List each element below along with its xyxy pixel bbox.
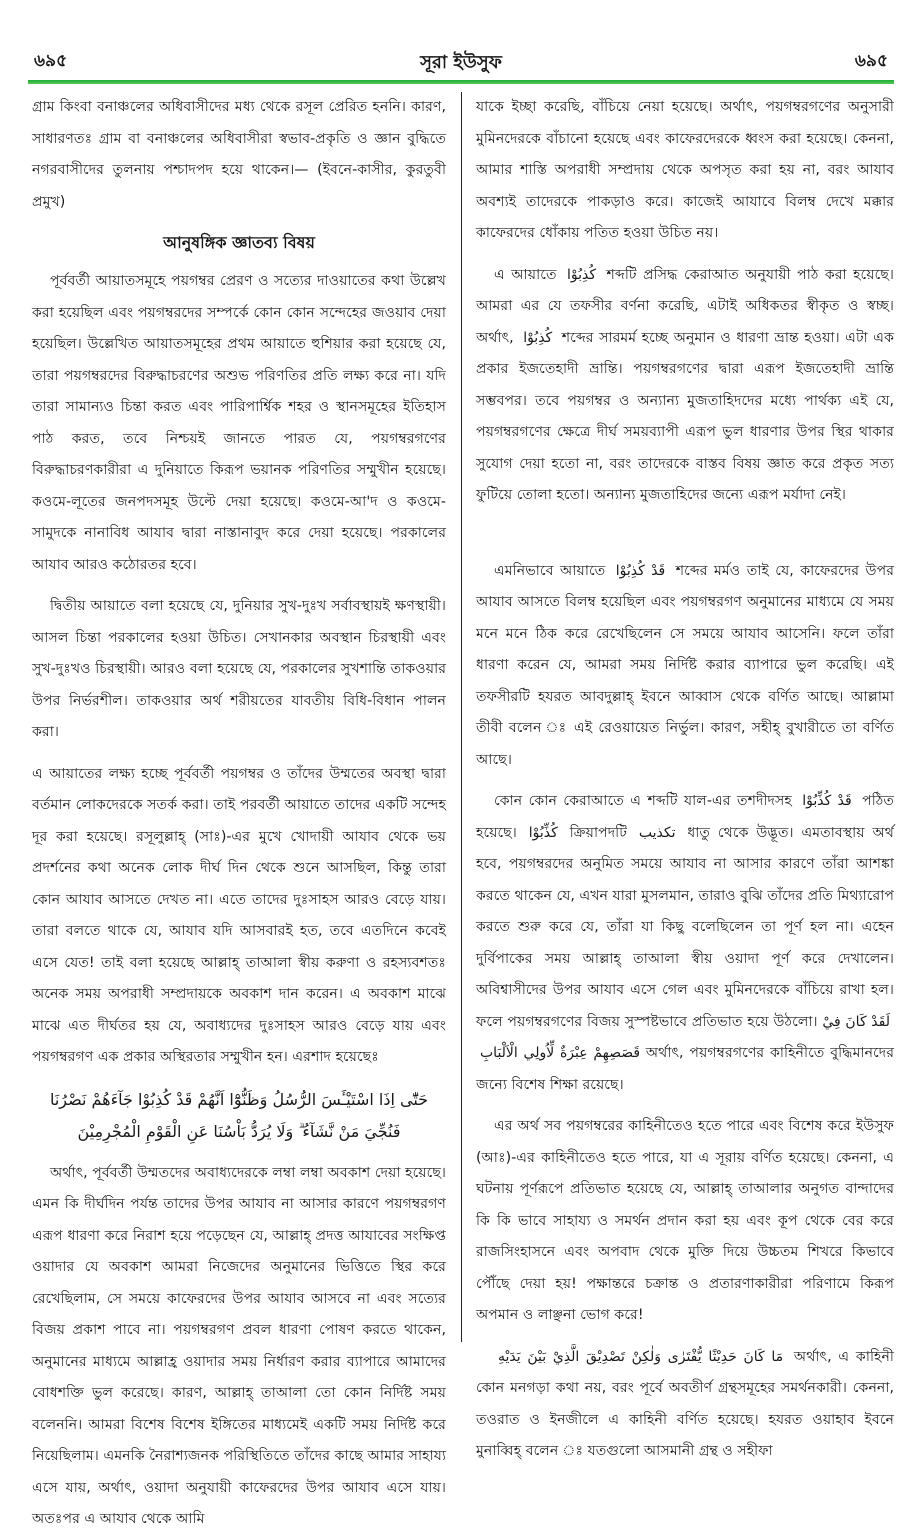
header-rule (28, 80, 894, 84)
left-paragraph-4: এ আয়াতের লক্ষ্য হচ্ছে পূর্ববর্তী পয়গম্বর ও তাঁদের উম্মতের অবস্থা দ্বারা বর্তমান লোকদেরকে সতর্ক করা। তাই পরবর্তী আয়াতে তাদের একটি সন্দেহ দূর করা হয়েছে। রসূলুল্লাহ্ (সাঃ)-এর মুখে খোদায়ী আযাব থেকে ভয় প্রদর্শনের কথা অনেক লোক দীর্ঘ দিন থেকে শুনে আসছিল, কিন্তু তারা কোন আযাব আসতে দেখত না। এতে তাদের দুঃসাহস আরও বেড়ে যায়। তারা বলতে থাকে যে, আযাব যদি আসবারই হত, তবে এতদিনে কবেই এসে যেত! তাই বলা হয়েছে আল্লাহ্ তাআলা স্বীয় করুণা ও রহস্যবশতঃ অনেক সময় অপরাধী সম্প্রদায়কে অবকাশ দান করেন। এ অবকাশ মাঝে মাঝে এত দীর্ঘতর হয় যে, অবাধ্যদের দুঃসাহস আরও বেড়ে যায় এবং পয়গম্বরগণ এক প্রকার অস্থিরতার সম্মুখীন হন। এরশাদ হয়েছেঃ (32, 765, 446, 1065)
right-paragraph-6 (476, 1342, 894, 1468)
quran-verse (32, 1084, 446, 1148)
right-p6-text-a: অর্থাৎ, এ কাহিনী কোন মনগড়া কথা নয়, বরং পূর্বে অবতীর্ণ গ্রন্থসমূহের সমর্থনকারী। কেননা, তওরাত ও ইনজীলে এ কাহিনী বর্ণিত হয়েছে। হযরত ওয়াহাব ইবনে মুনাব্বিহ্ বলেন ঃ যতগুলো আসমানী গ্রন্থ ও সহীফা (476, 1348, 895, 1459)
right-p2-text-a: এ আয়াতে (494, 266, 557, 283)
right-paragraph-1: যাকে ইচ্ছা করেছি, বাঁচিয়ে নেয়া হয়েছে। অর্থাৎ, পয়গম্বরগণের অনুসারী মুমিনদেরকে বাঁচানো হয়েছে এবং কাফেরদেরকে ধ্বংস করা হয়েছে। কেননা, আমার শাস্তি অপরাধী সম্প্রদায় থেকে অপসৃত করা হয় না, বরং আযাব অবশ্যই তাদেরকে পাকড়াও করে। কাজেই আযাবে বিলম্ব দেখে মক্কার কাফেরদের ধোঁকায় পতিত হওয়া উচিত নয়। (476, 99, 894, 241)
verse-line-2: فَنُجِّيَ مَنْ نَّشَآءُ ۗ وَلَا يُرَدُّ بَاْسُنَا عَنِ الْقَوْمِ الْمُجْرِمِيْنَ (77, 1121, 401, 1141)
right-p4-text-a: কোন কোন কেরাআতে এ শব্দটি যাল-এর তশদীদসহ (494, 793, 792, 809)
right-paragraph-3 (476, 556, 894, 777)
right-p2-text-b: শব্দটি প্রসিদ্ধ কেরাআত অনুযায়ী পাঠ করা হয়েছে। আমরা এর যে তফসীর বর্ণনা করেছি, এটাই অধিকতর স্বীকৃত ও স্বচ্ছ। অর্থাৎ, (476, 266, 894, 346)
page-number-left: ৬৯৫ (34, 51, 68, 71)
arabic-verse-laqad-kana: لَقَدْ كَانَ فِيْ قَصَصِهِمْ عِبْرَةٌ لِّاُولِي الْاَلْبَابِ (480, 1013, 890, 1061)
right-paragraph-2 (476, 260, 894, 512)
arabic-word-kuzibu-2: كُذِبُوْا (523, 329, 553, 346)
right-paragraph-5: এর অর্থ সব পয়গম্বরের কাহিনীতেও হতে পারে এবং বিশেষ করে ইউসুফ (আঃ)-এর কাহিনীতেও হতে পারে, যা এ সূরায় বর্ণিত হয়েছে। কেননা, এ ঘটনায় পূর্ণরূপে প্রতিভাত হয়েছে যে, আল্লাহ্ তাআলার অনুগত বান্দাদের কি কি ভাবে সাহায্য ও সমর্থন প্রদান করা হয় এবং কূপ থেকে বের করে রাজসিংহাসনে এবং অপবাদ থেকে মুক্তি দিয়ে উচ্চতম শিখরে কিভাবে পৌঁছে দেয়া হয়! পক্ষান্তরে চক্রান্ত ও প্রতারণাকারীরা পরিণামে কিরূপ অপমান ও লাঞ্ছনা ভোগ করে! (476, 1118, 894, 1323)
left-paragraph-2: পূর্ববর্তী আয়াতসমূহে পয়গম্বর প্রেরণ ও সত্যের দাওয়াতের কথা উল্লেখ করা হয়েছিল এবং পয়গম্বরদের সম্পর্কে কোন কোন সন্দেহের জওয়াব দেয়া হয়েছিল। উল্লেখিত আয়াতসমূহের প্রথম আয়াতে হুশিয়ার করা হয়েছে যে, তারা পয়গম্বরদের বিরুদ্ধাচরণের অশুভ পরিণতির প্রতি লক্ষ্য করে না। যদি তারা সামান্যও চিন্তা করত এবং পারিপার্শ্বিক শহর ও স্থানসমূহের ইতিহাস পাঠ করত, তবে নিশ্চয়ই জানতে পারত যে, পয়গম্বরগণের বিরুদ্ধাচরণকারীরা এ দুনিয়াতে কিরূপ ভয়ানক পরিণতির সম্মুখীন হয়েছে। কওমে-লূতের জনপদসমূহ উল্টে দেয়া হয়েছে। কওমে-আ'দ ও কওমে-সামুদকে নানাবিধ আযাব দ্বারা নাস্তানাবুদ করে দেয়া হয়েছে। পরকালের আযাব আরও কঠোরতর হবে। (32, 273, 446, 573)
left-column (32, 92, 446, 1527)
arabic-word-takzib: تكذيب (638, 824, 676, 841)
page-header (28, 48, 894, 74)
left-paragraph-3: দ্বিতীয় আয়াতে বলা হয়েছে যে, দুনিয়ার সুখ-দুঃখ সর্বাবস্থায়ই ক্ষণস্থায়ী। আসল চিন্তা পরকালের হওয়া উচিত। সেখানকার অবস্থান চিরস্থায়ী এবং সুখ-দুঃখও চিরস্থায়ী। আরও বলা হয়েছে যে, পরকালের সুখশান্তি তাকওয়ার উপর নির্ভরশীল। তাকওয়ার অর্থ শরীয়তের যাবতীয় বিধি-বিধান পালন করা। (32, 598, 446, 740)
right-paragraph-4 (476, 786, 894, 1101)
left-paragraph-1: গ্রাম কিংবা বনাঞ্চলের অধিবাসীদের মধ্য থেকে রসূল প্রেরিত হননি। কারণ, সাধারণতঃ গ্রাম বা বনাঞ্চলের অধিবাসীরা স্বভাব-প্রকৃতি ও জ্ঞান বুদ্ধিতে নগরবাসীদের তুলনায় পশ্চাদপদ হয়ে থাকেন।— (ইবনে-কাসীর, কুরতুবী প্রমুখ) (32, 99, 446, 210)
right-p4-text-c: ক্রিয়াপদটি (569, 824, 627, 841)
spacer (476, 522, 894, 556)
verse-line-1: حَتّٰٓى اِذَا اسْتَيْـَٔسَ الرُّسُلُ وَظَنُّوْٓا اَنَّهُمْ قَدْ كُذِبُوْا جَآءَهُمْ نَصْرُنَا (49, 1089, 429, 1109)
arabic-word-kuzzibu: كُذِّبُوْا (528, 824, 558, 841)
right-column (476, 92, 895, 1459)
arabic-word-kuzibu: كُذِبُوْا (567, 266, 597, 283)
right-p3-text-b: শব্দের মর্মও তাই যে, কাফেরদের উপর আযাব আসতে বিলম্ব হয়েছিল এবং পয়গম্বরগণ অনুমানের মাধ্যমে যে সময় মনে মনে ঠিক করে রেখেছিলেন সে সময়ে আযাব আসেনি। ফলে তাঁরা ধারণা করেন যে, আমরা সময় নির্দিষ্ট করার ব্যাপারে ভুল করেছি। এই তফসীরটি হযরত আবদুল্লাহ্ ইবনে আব্বাস থেকে বর্ণিত আছে। আল্লামা তীবী বলেন ঃ এই রেওয়ায়েত নির্ভুল। কারণ, সহীহ্ বুখারীতে তা বর্ণিত আছে। (476, 562, 895, 768)
right-p4-text-e: অর্থাৎ, পয়গম্বরগণের কাহিনীতে বুদ্ধিমানদের জন্যে বিশেষ শিক্ষা রয়েছে। (476, 1045, 894, 1093)
surah-title: সূরা ইউসুফ (420, 52, 502, 73)
left-paragraph-5: অর্থাৎ, পূর্ববর্তী উম্মতদের অবাধ্যদেরকে লম্বা লম্বা অবকাশ দেয়া হয়েছে। এমন কি দীর্ঘদিন পর্যন্ত তাদের উপর আযাব না আসার কারণে পয়গম্বরগণ এরূপ ধারণা করে নিরাশ হয়ে পড়েছেন যে, আল্লাহ্ প্রদত্ত আযাবের সংক্ষিপ্ত ওয়াদার যে অবকাশ আমরা নিজেদের অনুমানের ভিত্তিতে স্থির করে রেখেছিলাম, সে সময়ে কাফেরদের উপর আযাব আসবে না এবং সত্যের বিজয় প্রকাশ পাবে না। পয়গম্বরগণ প্রবল ধারণা পোষণ করতে থাকেন, অনুমানের মাধ্যমে আল্লাহ্র ওয়াদার সময় নির্ধারণ করার ব্যাপারে আমাদের বোধশক্তি ভুল করেছে। কারণ, আল্লাহ্ তাআলা তো কোন নির্দিষ্ট সময় বলেননি। আমরা বিশেষ বিশেষ ইঙ্গিতের মাধ্যমেই একটি সময় নির্দিষ্ট করে নিয়েছিলাম। এমনকি নৈরাশ্যজনক পরিস্থিতিতে তাঁদের কাছে আমার সাহায্য এসে যায়, অর্থাৎ, ওয়াদা অনুযায়ী কাফেরদের উপর আযাব এসে যায়। অতঃপর এ আযাব থেকে আমি (32, 1164, 446, 1527)
right-p3-text-a: এমনিভাবে আয়াতে (494, 562, 606, 579)
arabic-verse-ma-kana: مَا كَانَ حَدِيْثًا يُّفْتَرٰى وَلٰكِنْ تَصْدِيْقَ الَّذِيْ بَيْنَ يَدَيْهِ (498, 1348, 784, 1365)
right-p4-text-b: পঠিত হয়েছে। (476, 793, 895, 841)
page-number-right: ৬৯৫ (854, 51, 888, 71)
right-p2-text-c: শব্দের সারমর্ম হচ্ছে অনুমান ও ধারণা ভ্রান্ত হওয়া। এটা এক প্রকার ইজতেহাদী ভ্রান্তি। পয়গম্বরগণের দ্বারা এরূপ ইজতেহাদী ভ্রান্তি সম্ভবপর। তবে পয়গম্বর ও অন্যান্য মুজতাহিদদের মধ্যে পার্থক্য এই যে, পয়গম্বরগণের ক্ষেত্রে দীর্ঘ সময়ব্যাপী এরূপ ভুল ধারণার উপর স্থির থাকার সুযোগ দেয়া হতো না, বরং তাদেরকে বাস্তব বিষয় জ্ঞাত করে প্রকৃত সত্য ফুটিয়ে তোলা হতো। অন্যান্য মুজতাহিদের জন্যে এরূপ মর্যাদা নেই। (476, 329, 894, 503)
right-p4-text-d: ধাতু থেকে উদ্ভূত। এমতাবস্থায় অর্থ হবে, পয়গম্বরদের অনুমিত সময়ে আযাব না আসার কারণে তাঁরা আশঙ্কা করতে থাকেন যে, এখন যারা মুসলমান, তারাও বুঝি তাঁদের প্রতি মিথ্যারোপ করতে শুরু করে যে, তাঁরা যা কিছু বলেছিলেন তা পূর্ণ হল না। এহেন দুর্বিপাকের সময় আল্লাহ্ তাআলা স্বীয় ওয়াদা পূর্ণ করে দেখালেন। অবিশ্বাসীদের উপর আযাব এসে গেল এবং মুমিনদেরকে বাঁচিয়ে রাখা হল। ফলে পয়গম্বরগণের বিজয় সুস্পষ্টভাবে প্রতিভাত হয়ে উঠলো। (476, 824, 895, 1030)
section-heading: আনুষঙ্গিক জ্ঞাতব্য বিষয় (163, 233, 315, 252)
arabic-word-qad-kuzibu: قَدْ كُذِبُوْا (615, 562, 666, 579)
arabic-word-qad-kuzzibu: قَدْ كُذِّبُوْا (802, 793, 852, 809)
column-divider (461, 92, 462, 1342)
